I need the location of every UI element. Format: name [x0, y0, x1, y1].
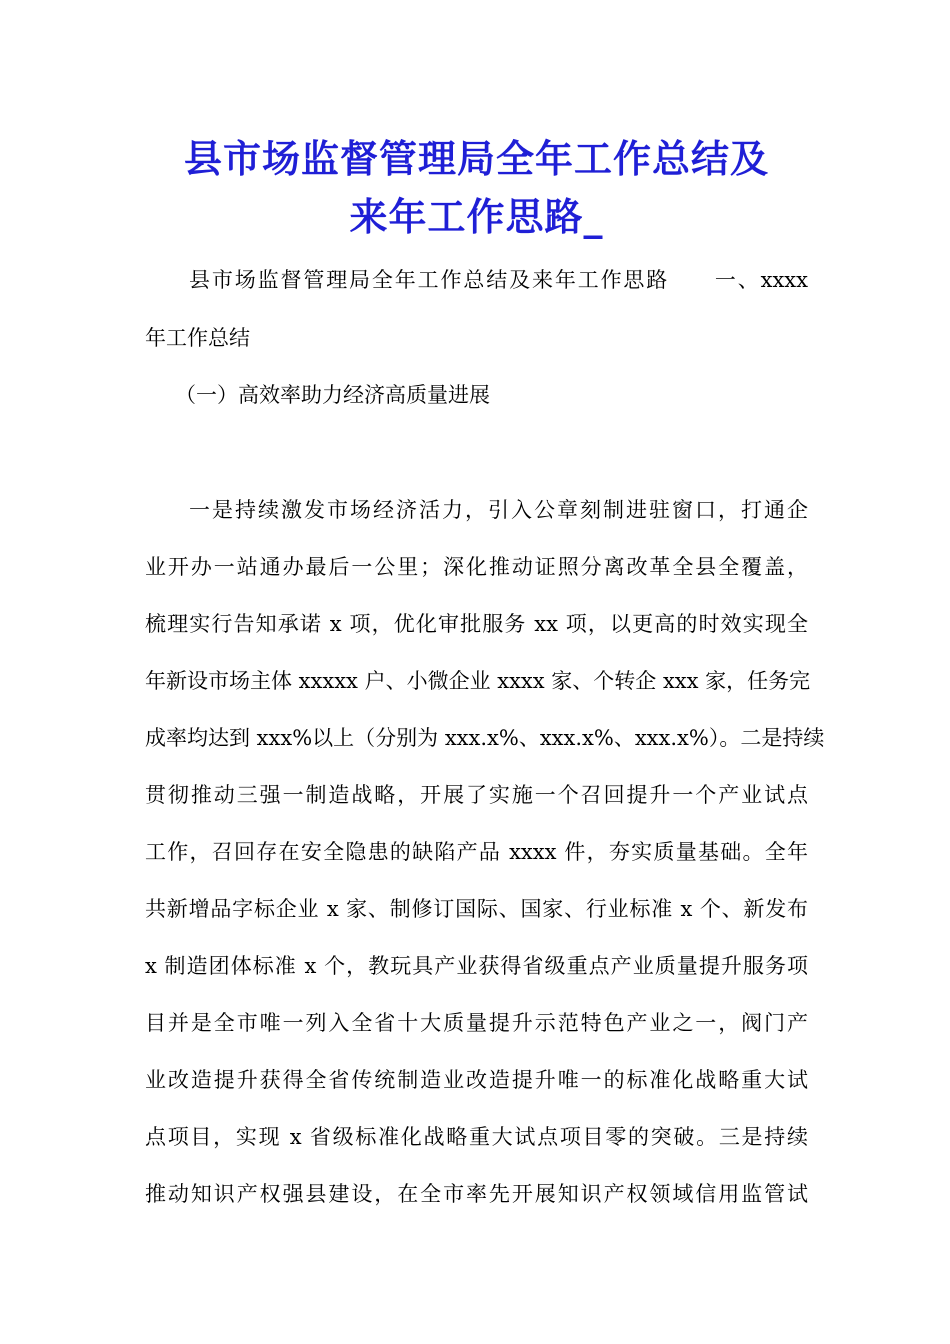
intro-line-1: 县市场监督管理局全年工作总结及来年工作思路 一、xxxx	[189, 268, 808, 292]
body-line: x 制造团体标准 x 个，教玩具产业获得省级重点产业质量提升服务项	[145, 954, 808, 978]
body-line: 一是持续激发市场经济活力，引入公章刻制进驻窗口，打通企	[189, 498, 808, 522]
body-line: 工作，召回存在安全隐患的缺陷产品 xxxx 件，夯实质量基础。全年	[145, 840, 808, 864]
body-line: 贯彻推动三强一制造战略，开展了实施一个召回提升一个产业试点	[145, 783, 808, 807]
body-line: 推动知识产权强县建设，在全市率先开展知识产权领域信用监管试	[145, 1182, 808, 1206]
body-line: 梳理实行告知承诺 x 项，优化审批服务 xx 项，以更高的时效实现全	[145, 612, 808, 636]
body-line: 成率均达到 xxx%以上（分别为 xxx.x%、xxx.x%、xxx.x%）。二是持续	[145, 726, 825, 750]
body-line: 年新设市场主体 xxxxx 户、小微企业 xxxx 家、个转企 xxx 家，任务完	[145, 669, 811, 693]
section-heading: （一）高效率助力经济高质量进展	[175, 383, 490, 407]
body-line: 点项目，实现 x 省级标准化战略重大试点项目零的突破。三是持续	[145, 1125, 808, 1149]
document-title-line-1: 县市场监督管理局全年工作总结及	[183, 137, 769, 181]
body-line: 业改造提升获得全省传统制造业改造提升唯一的标准化战略重大试	[145, 1068, 808, 1092]
intro-line-2: 年工作总结	[145, 326, 250, 350]
body-line: 目并是全市唯一列入全省十大质量提升示范特色产业之一，阀门产	[145, 1011, 808, 1035]
body-line: 共新增品字标企业 x 家、制修订国际、国家、行业标准 x 个、新发布	[145, 897, 808, 921]
document-title-line-2: 来年工作思路_	[349, 195, 604, 239]
body-line: 业开办一站通办最后一公里；深化推动证照分离改革全县全覆盖，	[145, 555, 808, 579]
